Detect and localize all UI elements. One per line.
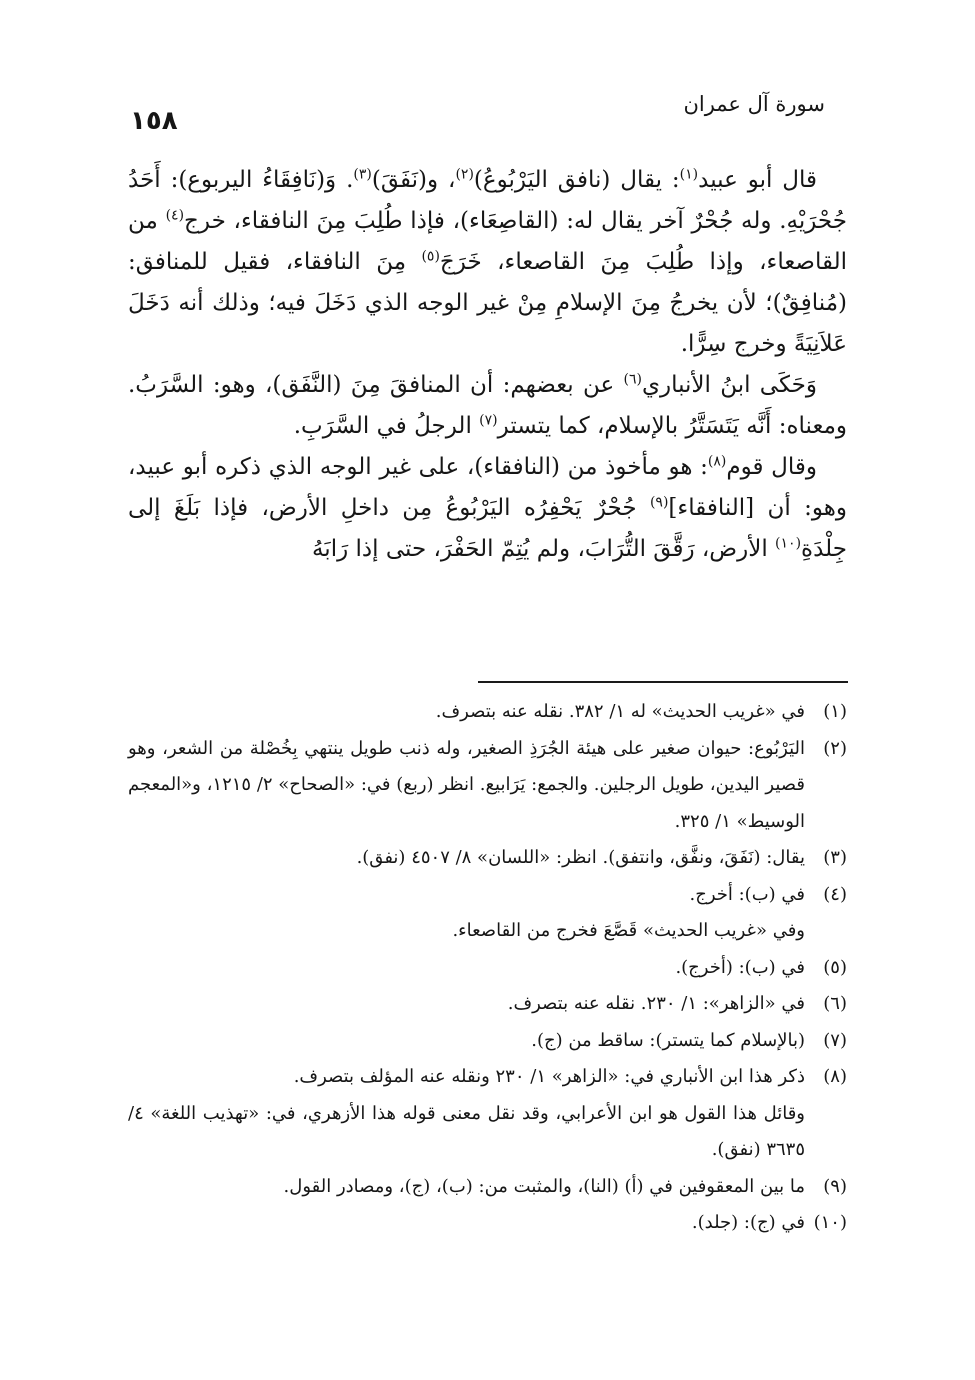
footnote-line: في (ج): (جلد). [691,1212,805,1233]
footnote-number: (٣) [823,847,847,868]
footnote-marker: (٩) [649,494,669,511]
text-span: جُحْرٌ يَحْفِرُه اليَرْبُوعُ مِن داخلِ الأرض، فإذا بَلَغَ إلى جِلْدَةِ [128,495,847,562]
footnote-text [128,1169,805,1206]
footnote-number: (٨) [823,1066,847,1087]
text-span: مِنَ النافقاء، فقيل للمنافق: (مُنافِقٌ)؛ لأن يخرجُ مِنَ الإسلامِ مِنْ غير الوجه الذي دَخَلَ فيه؛ وذلك أنه دَخَلَ عَلاَنِيَةً وخرج سِرًّا. [128,249,847,357]
footnote-marker: (٥) [421,248,440,265]
footnote-marker: (١٠) [775,535,802,552]
footnote-item [128,1205,847,1242]
footnote-item [128,840,847,877]
footnote-marker: (٧) [479,412,498,429]
text-span: وَحَكَى ابنُ الأنباري [641,372,817,398]
footnote-line: ذكر هذا ابن الأنباري في: «الزاهر» ١/ ٢٣٠ ونقله عنه المؤلف بتصرف. [293,1066,805,1087]
running-title: سورة آل عمران [683,92,825,116]
footnote-text [128,950,805,987]
footnote-item [128,694,847,731]
footnote-number: (٦) [823,993,847,1014]
text-span: الأرض، رَقَّقَ التُّرَابَ، ولم يُتِمّ الحَفْرَ، حتى إذا رَابَهُ [311,536,776,562]
paragraph-2 [128,365,847,447]
footnote-marker: (٨) [707,453,727,470]
footnote-number: (٢) [823,737,847,759]
footnote-text [128,1059,805,1169]
footnote-text [128,1023,805,1060]
footnote-text [128,1205,805,1242]
text-span: . وَ(نَافِقَاءُ اليربوع): أَحَدُ جُحْرَيْهِ. وله جُحْرٌ آخر يقال له: (القاصِعَاء)، فإذا طُلِبَ مِنَ النافقاء، خرج [128,167,847,234]
text-span: : هو مأخوذ من (النافقاء)، على غير الوجه الذي ذكره أبو عبيد، وهو: أن [النافقاء] [128,454,847,521]
footnote-item [128,877,847,950]
footnote-marker: (٣) [353,166,372,183]
footnote-line: في «غريب الحديث» له ١/ ٣٨٢. نقله عنه بتصرف. [435,701,805,722]
footnote-item [128,950,847,987]
main-text [128,160,847,570]
footnote-number: (١) [823,701,847,722]
footnote-item [128,986,847,1023]
text-span: الرجلُ في السَّرَبِ. [293,413,480,439]
text-span: : يقال (نافق اليَرْبُوعُ) [473,167,680,193]
footnote-line: يقال: (نَفَقَ، ونفَّق، وانتفق). انظر: «اللسان» ٨/ ٤٥٠٧ (نفق). [356,847,805,868]
footnotes-section [128,694,847,1242]
footnote-text [128,840,805,877]
footnote-line: في (ب): (أخرج). [675,956,805,978]
paragraph-3 [128,447,847,570]
footnote-text [128,731,805,841]
footnote-marker: (١) [679,166,699,183]
footnote-number: (٥) [823,956,847,978]
footnote-text [128,877,805,950]
page-number: ١٥٨ [130,106,178,136]
text-span: وقال قوم [726,454,817,480]
footnote-line: في (ب): أخرج. [689,883,805,905]
text-span: ، و(نَفَقَ) [371,167,456,193]
footnote-line: في «الزاهر»: ١/ ٢٣٠. نقله عنه بتصرف. [507,993,805,1014]
footnote-text [128,986,805,1023]
footnote-text [128,694,805,731]
footnote-number: (٤) [823,883,847,905]
footnote-number: (٩) [823,1175,847,1197]
footnote-line: ما بين المعقوفين في (أ) (النا)، والمثبت من: (ب)، (ج)، ومصادر القول. [283,1175,805,1197]
footnote-item [128,1169,847,1206]
footnote-number: (٧) [823,1029,847,1051]
footnote-line: (بالإسلام كما يتستر): ساقط من (ج). [531,1029,805,1051]
footnote-line: وفي «غريب الحديث» قَصَّعَ فخرج من القاصعاء. [452,920,805,941]
footnote-line: اليَرْبُوع: حيوان صغير على هيئة الجُرَذِ الصغير، وله ذنب طويل ينتهي بِخُصْلة من الشعر، وهو قصير اليدين، طويل الرجلين. والجمع: يَرَابيع. انظر (ربع) في: «الصحاح» ٢/ ١٢١٥، و«المعجم الوسيط» ١/ ٣٢٥. [128,737,805,832]
footnote-separator [478,681,848,683]
footnote-number: (١٠) [813,1212,847,1233]
text-span: قال أبو عبيد [698,167,817,193]
footnote-marker: (٤) [165,207,185,224]
page-header [130,92,825,136]
footnote-line: وقائل هذا القول هو ابن الأعرابي، وقد نقل معنى قوله هذا الأزهري، في: «تهذيب اللغة» ٤/ ٣٦٣٥ (نفق). [128,1102,805,1160]
footnote-item [128,1059,847,1169]
footnote-marker: (٢) [455,166,474,183]
paragraph-1 [128,160,847,365]
footnote-item [128,1023,847,1060]
footnote-item [128,731,847,841]
text-span: من القاصعاء، وإذا طُلِبَ مِنَ القاصعاء، خَرَجَ [128,208,847,275]
footnote-marker: (٦) [623,371,642,388]
text-span: عن بعضهم: أن المنافقَ مِنَ (النَّفَق)، وهو: السَّرَبُ. ومعناه: أَنَّه يَتَسَتَّرُ بالإسلام، كما يتستر [128,372,847,439]
